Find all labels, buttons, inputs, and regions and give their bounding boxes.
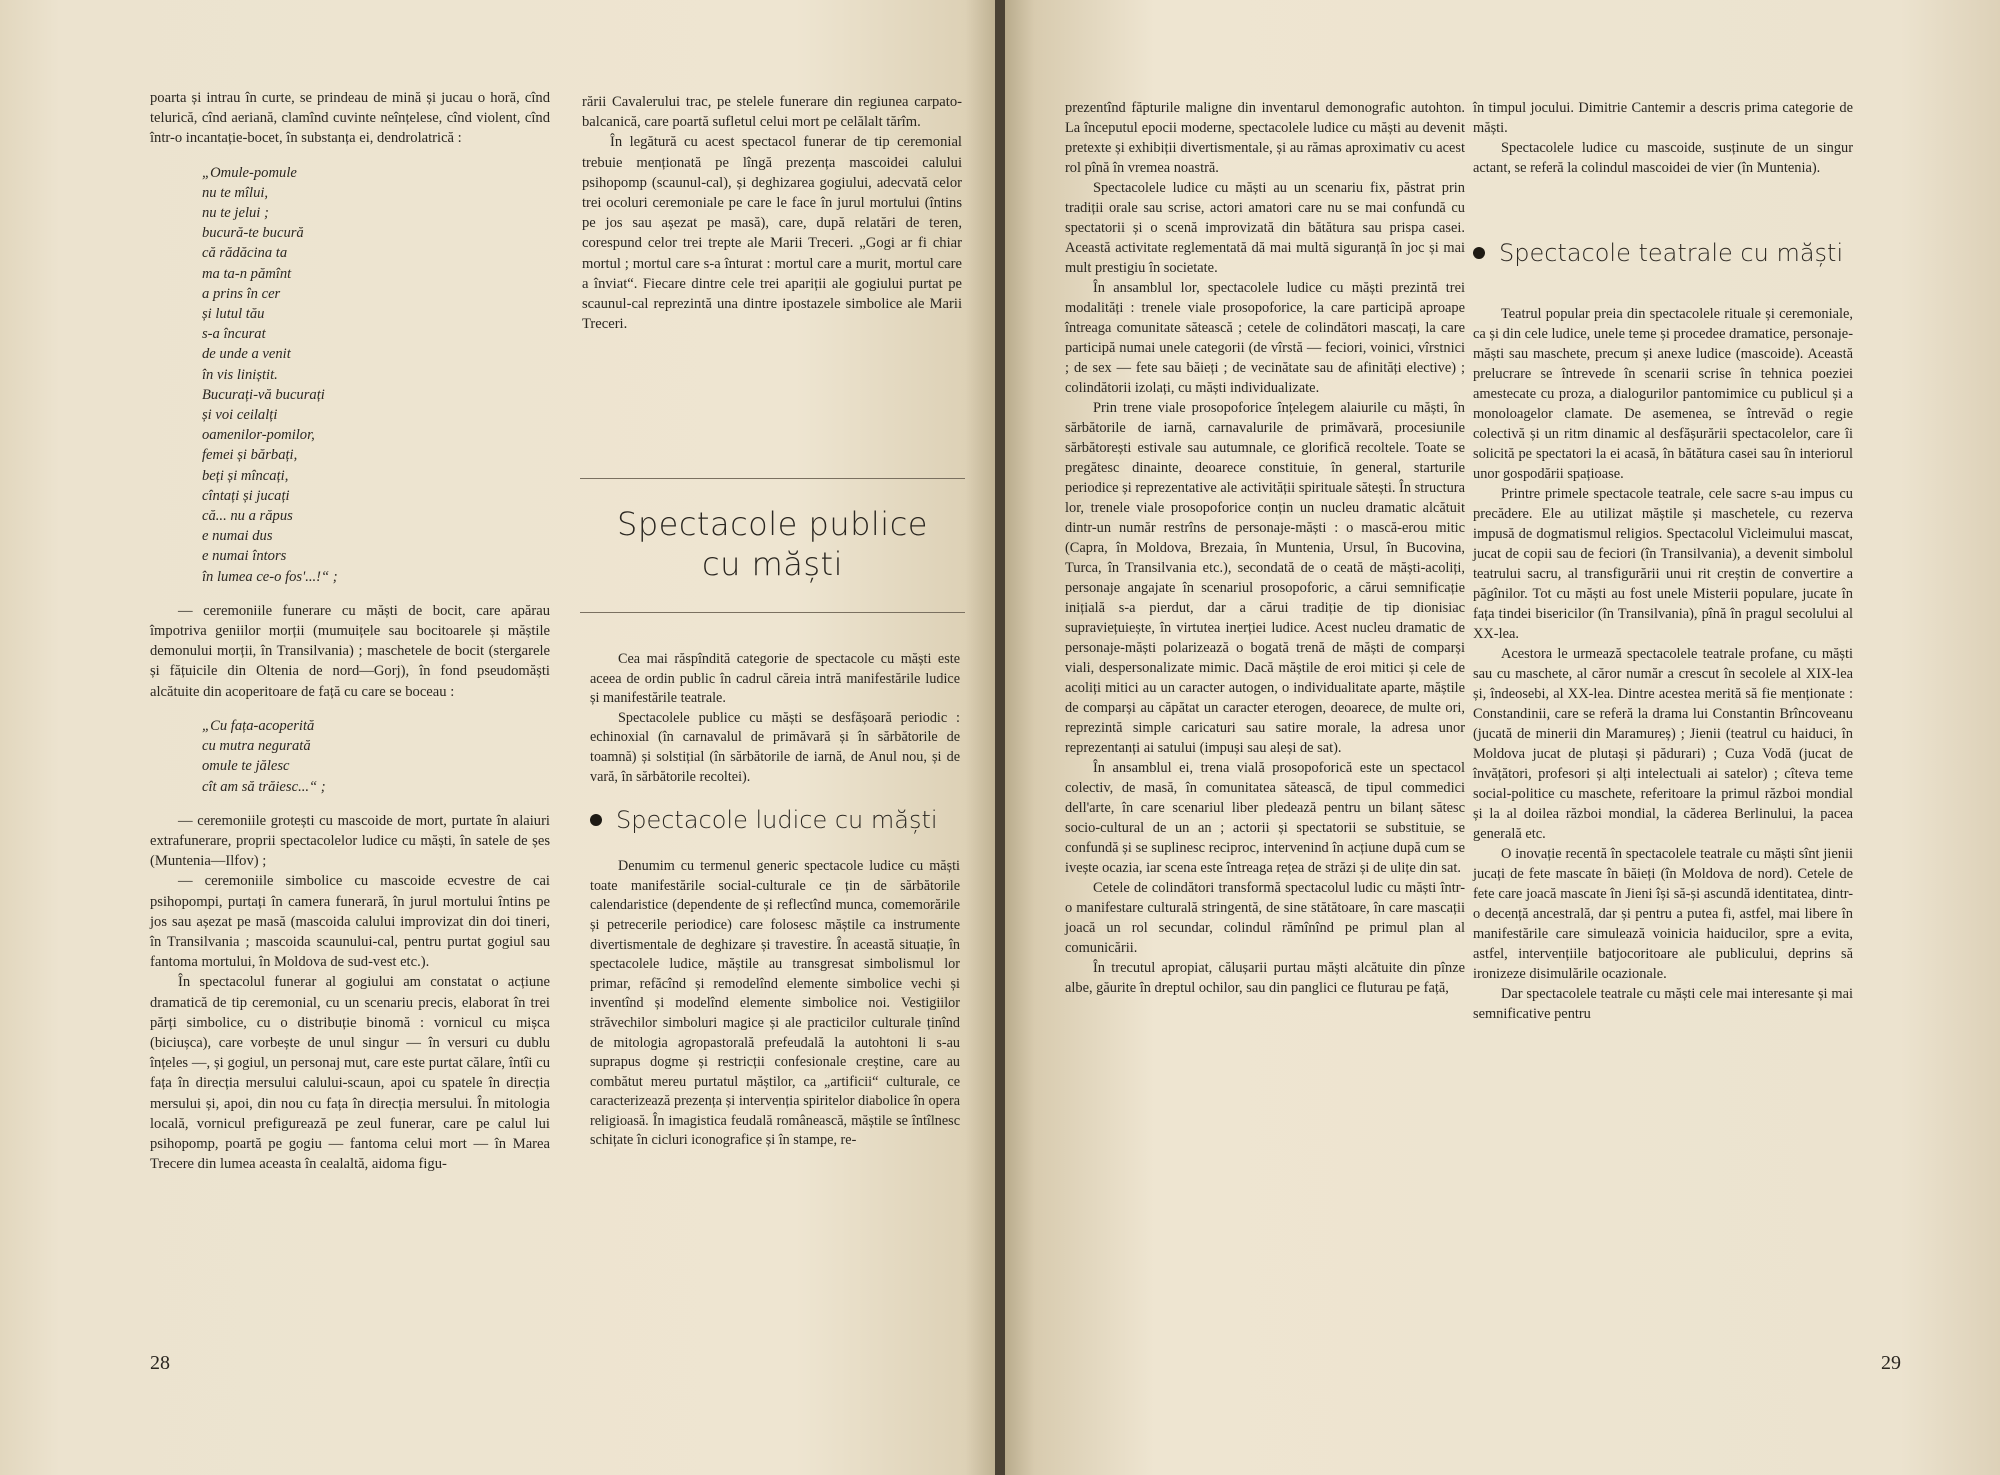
- bullet-icon: [1473, 247, 1485, 259]
- heading-line: cu măști: [702, 545, 843, 583]
- book-gutter: [995, 0, 1005, 1475]
- paragraph: În ansamblul ei, trena vială prosopoforică este un spectacol colectiv, de masă, în comunitatea sătească, de tipul commedici dell'arte, în care scenariul liber pledează pentru un bilanț sătesc socio-cultural de un an ; actorii și spectatorii se substituie, se confundă și se suplinesc reciproc, intervenind în acțiune după cum se ivește ocazia, iar scena este întreaga rețea de străzi și de ulițe din sat.: [1065, 760, 1465, 876]
- paragraph: În spectacolul funerar al gogiului am constatat o acțiune dramatică de tip ceremonial, cu un scenariu precis, elaborat în trei părți simbolice, cu o distribuție binomă : vornicul cu mișca (biciușca), care vorbește de unul singur — în versuri cu dublu înțeles —, și gogiul, un personaj mut, care este purtat călare, întîi cu fața în direcția mersului calului-scaun, apoi cu spatele în direcția mersului și, apoi, din nou cu fața în direcția mersului. În mitologia locală, vornicul prefigurează pe zeul funerar, care pe calul lui psihopomp, poartă pe gogiu — fantoma celui mort — în Marea Trecere din lumea aceasta în cealaltă, aidoma figu-: [150, 974, 550, 1173]
- subheading-spectacole-teatrale: [1473, 238, 1853, 268]
- poem-line: și lutul tău: [202, 306, 265, 323]
- section-divider: [580, 478, 965, 479]
- poem-line: că rădăcina ta: [202, 245, 288, 262]
- left-page: [0, 0, 995, 1475]
- section-heading-spectacole-publice: [580, 504, 965, 584]
- poem-line: cu mutra negurată: [202, 738, 311, 755]
- paragraph: Acestora le urmează spectacolele teatrale profane, cu măști sau cu maschete, al căror număr a crescut în secolele al XIX-lea și, îndeosebi, al XX-lea. Dintre acestea merită să fie menționate : Constandinii, care se referă la drama lui Constantin Brîncoveanu (jucată de minerii din Maramureș) ; Jienii (teatrul cu haiduci, în Moldova jucat de plutași și pădurari) ; Cuza Vodă (jucat de învățători, profesori și alți intelectuali ai satelor) ; cîteva teme social-politice cu maschete, referitoare la primul război mondial și la al doilea război mondial, la căderea Berlinului, la pacea generală etc.: [1473, 646, 1853, 842]
- poem-cu-fata-acoperita: [202, 716, 550, 797]
- right-column-1: [1065, 98, 1465, 998]
- paragraph: în timpul jocului. Dimitrie Cantemir a descris prima categorie de măști.: [1473, 100, 1853, 136]
- page-number: 28: [150, 1352, 170, 1374]
- poem-line: nu te jelui ;: [202, 205, 269, 222]
- paragraph: În ansamblul lor, spectacolele ludice cu măști prezintă trei modalități : trenele viale prosopoforice, la care participă aproape întreaga comunitate sătească ; cetele de colindători mascați, la care participă numai unele categorii (de vîrstă — feciori, voinici, vîrstnici ; de sex — fete sau băieți ; de vecinătate sau de afinități elective) ; colindătorii izolați, cu măști individualizate.: [1065, 280, 1465, 396]
- poem-omule-pomule: [202, 163, 550, 587]
- paragraph: — ceremoniile funerare cu măști de bocit, care apărau împotriva geniilor morții (mumuițele sau bocitoarele și măștile demonului morții, în Transilvania) ; maschetele de bocit (stergarele și fățuicile din Oltenia de nord—Gorj), în fond pseudomăști alcătuite din acoperitoare de față cu care se boceau :: [150, 602, 550, 700]
- bullet-icon: [590, 814, 602, 826]
- subheading-text: Spectacole teatrale cu măști: [1499, 239, 1844, 267]
- paragraph: Teatrul popular preia din spectacolele rituale și ceremoniale, ca și din cele ludice, unele teme și procedee dramatice, personaje-măști sau maschete, precum și anexe ludice (mascoide). Această prelucrare se întrevede în scenarii scrise în tehnica poeziei amestecate cu proza, a dialogurilor pantomimice cu publicul și a monoloagelor clamate. De asemenea, se întrevăd o regie colectivă și un ritm dinamic al desfășurării spectacolelor, care îi solicită pe spectatori la ei acasă, în bătătura casei sau în interiorul unor gospodării spațioase.: [1473, 306, 1853, 482]
- poem-line: cîntați și jucați: [202, 487, 290, 504]
- poem-line: omule te jălesc: [202, 758, 290, 775]
- paragraph: Prin trene viale prosopoforice înțelegem alaiurile cu măști, în sărbătorile de iarnă, carnavalurile de primăvară, procesiunile sărbătorești estivale sau autumnale, ce glorifică recoltele. Toate se pregătesc dinainte, deoarece constituie, în general, starturile periodice și reprezentative ale activității spirituale sătești. În structura lor, trenele viale prosopoforice conțin un nucleu dramatic alcătuit dintr-un număr restrîns de personaje-măști : o mască-erou mitic (Capra, în Moldova, Brezaia, în Muntenia, Ursul, în Bucovina, Turca, în Transilvania etc.), secondată de o ceată de măști-acoliți, personaje angajate în scenariul prosopoforic, a cărui semnificație inițială s-a pierdut, dar a cărui tradiție de tip dionisiac supraviețuiește, în virtutea inerției ludice. Acest nucleu dramatic de personaje-măști polarizează o bogată trenă de măști de comparși viali, despersonalizate mimic. Dacă măștile de eroi mitici și cele de acoliți mitici au un caracter autogen, o individualitate aparte, măștile de comparși au căpătat un caracter eterogen, deoarece, de multe ori, reprezintă simple caricaturi sau satire morale, la adresa unor reprezentanți ai satului (impuși sau aleși de sat).: [1065, 400, 1465, 756]
- paragraph: Cetele de colindători transformă spectacolul ludic cu măști într-o manifestare culturală stringentă, de sine stătătoare, în care mascații joacă un rol secundar, colindul rămînînd pe primul plan al comunicării.: [1065, 880, 1465, 956]
- poem-line: Bucurați-vă bucurați: [202, 386, 325, 403]
- paragraph: Dar spectacolele teatrale cu măști cele mai interesante și mai semnificative pentru: [1473, 986, 1853, 1022]
- poem-line: s-a încurat: [202, 326, 266, 343]
- page-number: 29: [1881, 1352, 1901, 1374]
- left-column-2: [582, 92, 962, 334]
- left-column-1: [150, 88, 550, 1174]
- paragraph: În legătură cu acest spectacol funerar de tip ceremonial trebuie menționată pe lîngă prezența mascoidei calului psihopomp (scaunul-cal), și deghizarea gogiului, adecvată celor trei ocoluri ceremoniale pe care le face în jurul mortului (întins pe jos sau așezat pe masă), care, după relatări de teren, corespund celor trei trepte ale Marii Treceri. „Gogi ar fi chiar mortul ; mortul care s-a înturat : mortul care a murit, mortul care a înviat“. Fiecare dintre cele trei apariții ale gogiului purtat pe scaunul-cal reprezintă una dintre ipostazele simbolice ale Marii Treceri.: [582, 134, 962, 333]
- poem-line: de unde a venit: [202, 346, 291, 363]
- paragraph: Spectacolele publice cu măști se desfășoară periodic : echinoxial (în carnavalul de primăvară și în sărbătorile de toamnă) și solstițial (în sărbătorile de iarnă, de Anul nou, și de vară, în sărbătorile recoltei).: [590, 709, 960, 785]
- poem-line: în vis liniștit.: [202, 366, 278, 383]
- poem-line: și voi ceilalți: [202, 407, 278, 424]
- right-column-2: [1473, 98, 1853, 1024]
- paragraph: Denumim cu termenul generic spectacole ludice cu măști toate manifestările social-culturale ce țin de sărbătorile calendaristice (dependente de și reflectînd munca, comemorările și petrecerile periodice) care folosesc măștile ca instrumente divertismentale de deghizare și travestire. În această situație, în spectacolele ludice, măștile au transgresat simbolismul lor primar, refăcînd și remodelînd elemente simbolice vechi și inventînd și modelînd elemente simbolice noi. Vestigiilor străvechilor simboluri magice și ale practicilor culturale ținînd de mitologia agropastorală prefeudală la autohtoni li s-au suprapus dogme și restricții confesionale creștine, care au combătut mereu purtatul măștilor, ca „artificii“ culturale, ce caracterizează prezența și intervenția spiritelor diabolice în opera religioasă. În imagistica feudală românească, măștile se întîlnesc schițate în cicluri iconografice și în stampe, re-: [590, 858, 960, 1149]
- poem-line: e numai întors: [202, 548, 287, 565]
- subheading-text: Spectacole ludice cu măști: [616, 806, 938, 835]
- paragraph: În trecutul apropiat, călușarii purtau măști alcătuite din pînze albe, găurite în dreptul ochilor, sau din panglici ce fluturau pe față,: [1065, 960, 1465, 996]
- subheading-spectacole-ludice: [590, 805, 960, 835]
- right-page: [1005, 0, 2000, 1475]
- poem-line: că... nu a răpus: [202, 508, 293, 525]
- section-divider: [580, 612, 965, 613]
- poem-line: în lumea ce-o fos'...!“ ;: [202, 568, 338, 585]
- paragraph: Spectacolele ludice cu măști au un scenariu fix, păstrat prin tradiții orale sau scrise, actori amatori care nu se mai confundă cu spectatorii și o scenă improvizată din bătătura sau prispa casei. Această activitate reglementată dă mai multă siguranță în joc și mai mult prestigiu în societate.: [1065, 180, 1465, 276]
- poem-line: nu te mîlui,: [202, 184, 269, 201]
- paragraph: O inovație recentă în spectacolele teatrale cu măști sînt jienii jucați de fete mascate în băieți (în Moldova de nord). Cetele de fete care joacă mascate în Jieni își să-și ascundă identitatea, dintr-o decență ancestrală, dar și pentru a putea fi, astfel, mai libere în manifestările care simulează voinicia haiducilor, spre a evita, astfel, intervențiile batjocoritoare ale publicului, deprins să ironizeze disimulările ocazionale.: [1473, 846, 1853, 982]
- poem-line: a prins în cer: [202, 285, 281, 302]
- paragraph: rării Cavalerului trac, pe stelele funerare din regiunea carpato-balcanică, care poartă sufletul celui mort pe celălalt tărîm.: [582, 94, 962, 131]
- poem-line: „Omule-pomule: [202, 164, 297, 181]
- poem-line: bucură-te bucură: [202, 225, 304, 242]
- heading-line: Spectacole publice: [617, 505, 928, 543]
- left-column-2-lower: [590, 650, 960, 1151]
- paragraph: Spectacolele ludice cu mascoide, susținute de un singur actant, se referă la colindul mascoidei de vier (în Muntenia).: [1473, 140, 1853, 176]
- poem-line: oamenilor-pomilor,: [202, 427, 315, 444]
- poem-line: „Cu fața-acoperită: [202, 717, 315, 734]
- poem-line: femei și bărbați,: [202, 447, 298, 464]
- poem-line: ma ta-n pămînt: [202, 265, 292, 282]
- paragraph: Cea mai răspîndită categorie de spectacole cu măști este aceea de ordin public în cadrul căreia intră manifestările ludice și manifestările teatrale.: [590, 651, 960, 707]
- poem-line: beți și mîncați,: [202, 467, 289, 484]
- paragraph: — ceremoniile grotești cu mascoide de mort, purtate în alaiuri extrafunerare, proprii spectacolelor ludice cu măști, în satele de șes (Muntenia—Ilfov) ;: [150, 812, 550, 870]
- poem-line: cît am să trăiesc...“ ;: [202, 778, 326, 795]
- paragraph: prezentînd făpturile maligne din inventarul demonografic autohton. La începutul epocii moderne, spectacolele ludice cu măști au devenit pretexte și exhibiții divertismentale, și au rămas aproximativ cu acest rol pînă în vremea noastră.: [1065, 100, 1465, 176]
- paragraph: poarta și intrau în curte, se prindeau de mină și jucau o horă, cînd telurică, cînd aeriană, clamînd cuvinte neînțelese, cînd violent, cînd într-o incantație-bocet, în substanța ei, dendrolatrică :: [150, 90, 550, 147]
- paragraph: Printre primele spectacole teatrale, cele sacre s-au impus cu precădere. Ele au utilizat măștile și maschetele, cu rezerva impusă de dogmatismul religios. Spectacolul Vicleimului mascat, jucat de copii sau de feciori (în Transilvania), a devenit simbolul teatrului sacru, al transfigurării unui rit creștin de convertire a păgînilor. Tot cu măști au fost unele Misterii populare, jucate în fața tindei bisericilor (în Transilvania), pînă în pragul secolului al XX-lea.: [1473, 486, 1853, 642]
- poem-line: e numai dus: [202, 528, 273, 545]
- paragraph: — ceremoniile simbolice cu mascoide ecvestre de cai psihopompi, purtați în camera funerară, în jurul mortului întins pe jos sau așezat pe masă (mascoida calului improvizat din doi tineri, în Transilvania ; mascoida scaunului-cal, pentru purtat gogiul sau fantoma mortului, în Moldova de sud-vest etc.).: [150, 873, 550, 971]
